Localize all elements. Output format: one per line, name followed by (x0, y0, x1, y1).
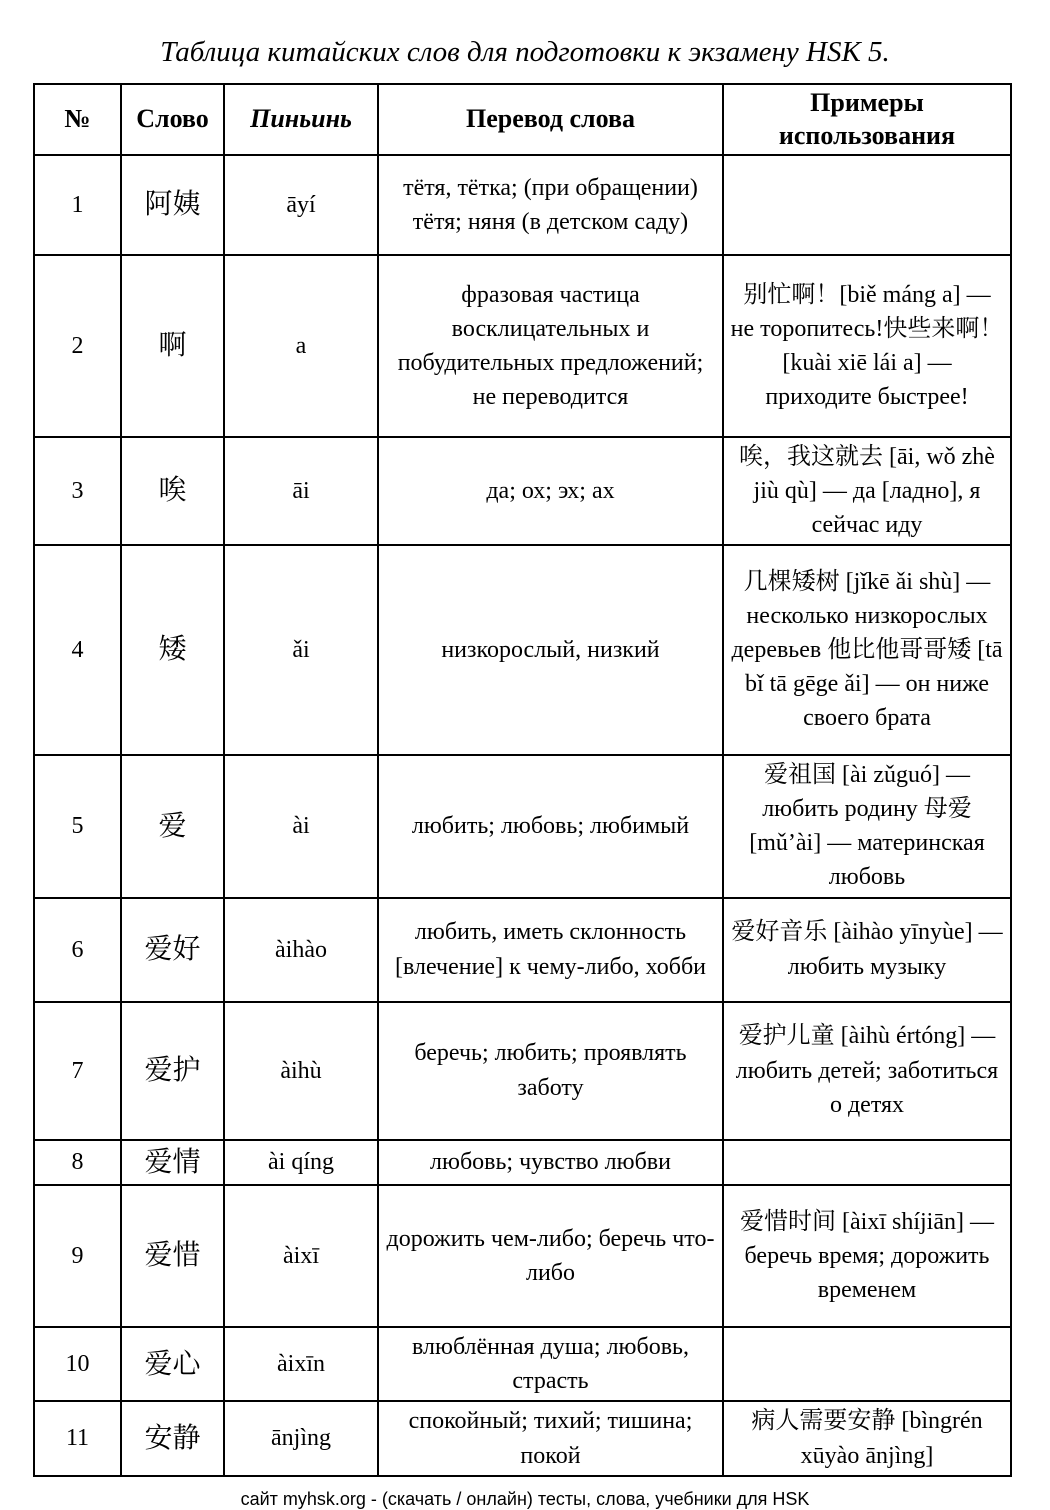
cell-pinyin: àihào (224, 898, 378, 1002)
cell-word: 爱 (121, 755, 224, 897)
table-row (34, 437, 1011, 545)
cell-examples (723, 155, 1011, 255)
page-title: Таблица китайских слов для подготовки к экзамену HSK 5. (160, 36, 890, 68)
cell-pinyin: ài qíng (224, 1140, 378, 1186)
vocab-table (33, 83, 1012, 1477)
cell-translation: низкорослый, низкий (378, 545, 723, 755)
cell-word: 爱惜 (121, 1185, 224, 1327)
cell-translation: любовь; чувство любви (378, 1140, 723, 1186)
cell-translation: фразовая частица восклицательных и побудительных предложений; не переводится (378, 255, 723, 437)
table-row (34, 755, 1011, 897)
header-pinyin: Пиньинь (224, 84, 378, 155)
cell-num: 6 (34, 898, 121, 1002)
cell-num: 7 (34, 1002, 121, 1140)
cell-examples: 别忙啊！[biě máng a] — не торопитесь!快些来啊！[kuài xiē lái a] — приходите быстрее! (723, 255, 1011, 437)
cell-translation: тётя, тётка; (при обращении) тётя; няня (в детском саду) (378, 155, 723, 255)
cell-translation: любить, иметь склонность [влечение] к чему-либо, хобби (378, 898, 723, 1002)
cell-examples: 病人需要安静 [bìngrén xūyào ānjìng] (723, 1401, 1011, 1475)
header-examples: Примеры использования (723, 84, 1011, 155)
header-num: № (34, 84, 121, 155)
cell-examples: 爱好音乐 [àihào yīnyùe] — любить музыку (723, 898, 1011, 1002)
cell-num: 8 (34, 1140, 121, 1186)
cell-examples: 爱护儿童 [àihù értóng] — любить детей; заботиться о детях (723, 1002, 1011, 1140)
cell-num: 2 (34, 255, 121, 437)
cell-word: 爱心 (121, 1327, 224, 1401)
page-footer: сайт myhsk.org - (скачать / онлайн) тесты, слова, учебники для HSK (240, 1488, 810, 1509)
cell-word: 爱护 (121, 1002, 224, 1140)
cell-word: 矮 (121, 545, 224, 755)
cell-word: 爱好 (121, 898, 224, 1002)
cell-word: 唉 (121, 437, 224, 545)
cell-examples (723, 1140, 1011, 1186)
cell-num: 1 (34, 155, 121, 255)
cell-examples: 几棵矮树 [jǐkē ǎi shù] — несколько низкорослых деревьев 他比他哥哥矮 [tā bǐ tā gēge ǎi] — он ниже своего брата (723, 545, 1011, 755)
header-translation: Перевод слова (378, 84, 723, 155)
cell-examples: 爱惜时间 [àixī shíjiān] — беречь время; дорожить временем (723, 1185, 1011, 1327)
table-header-row (34, 84, 1011, 155)
table-row (34, 1185, 1011, 1327)
cell-pinyin: àixī (224, 1185, 378, 1327)
table-row (34, 1401, 1011, 1475)
cell-examples (723, 1327, 1011, 1401)
table-row (34, 545, 1011, 755)
cell-pinyin: āyí (224, 155, 378, 255)
cell-translation: дорожить чем-либо; беречь что-либо (378, 1185, 723, 1327)
cell-num: 9 (34, 1185, 121, 1327)
cell-pinyin: àixīn (224, 1327, 378, 1401)
cell-word: 爱情 (121, 1140, 224, 1186)
cell-examples: 爱祖国 [ài zǔguó] — любить родину 母爱 [mǔ’ài] — материнская любовь (723, 755, 1011, 897)
cell-translation: влюблённая душа; любовь, страсть (378, 1327, 723, 1401)
table-row (34, 255, 1011, 437)
table-row (34, 1140, 1011, 1186)
cell-translation: спокойный; тихий; тишина; покой (378, 1401, 723, 1475)
cell-translation: беречь; любить; проявлять заботу (378, 1002, 723, 1140)
cell-pinyin: àihù (224, 1002, 378, 1140)
cell-num: 11 (34, 1401, 121, 1475)
table-row (34, 898, 1011, 1002)
cell-word: 阿姨 (121, 155, 224, 255)
table-row (34, 155, 1011, 255)
cell-word: 安静 (121, 1401, 224, 1475)
table-row (34, 1327, 1011, 1401)
cell-pinyin: ǎi (224, 545, 378, 755)
header-word: Слово (121, 84, 224, 155)
cell-translation: да; ох; эх; ах (378, 437, 723, 545)
cell-num: 4 (34, 545, 121, 755)
cell-translation: любить; любовь; любимый (378, 755, 723, 897)
cell-pinyin: āi (224, 437, 378, 545)
cell-word: 啊 (121, 255, 224, 437)
table-row (34, 1002, 1011, 1140)
cell-num: 3 (34, 437, 121, 545)
cell-pinyin: ài (224, 755, 378, 897)
cell-num: 10 (34, 1327, 121, 1401)
cell-examples: 唉，我这就去 [āi, wǒ zhè jiù qù] — да [ладно], я сейчас иду (723, 437, 1011, 545)
cell-pinyin: a (224, 255, 378, 437)
cell-pinyin: ānjìng (224, 1401, 378, 1475)
cell-num: 5 (34, 755, 121, 897)
